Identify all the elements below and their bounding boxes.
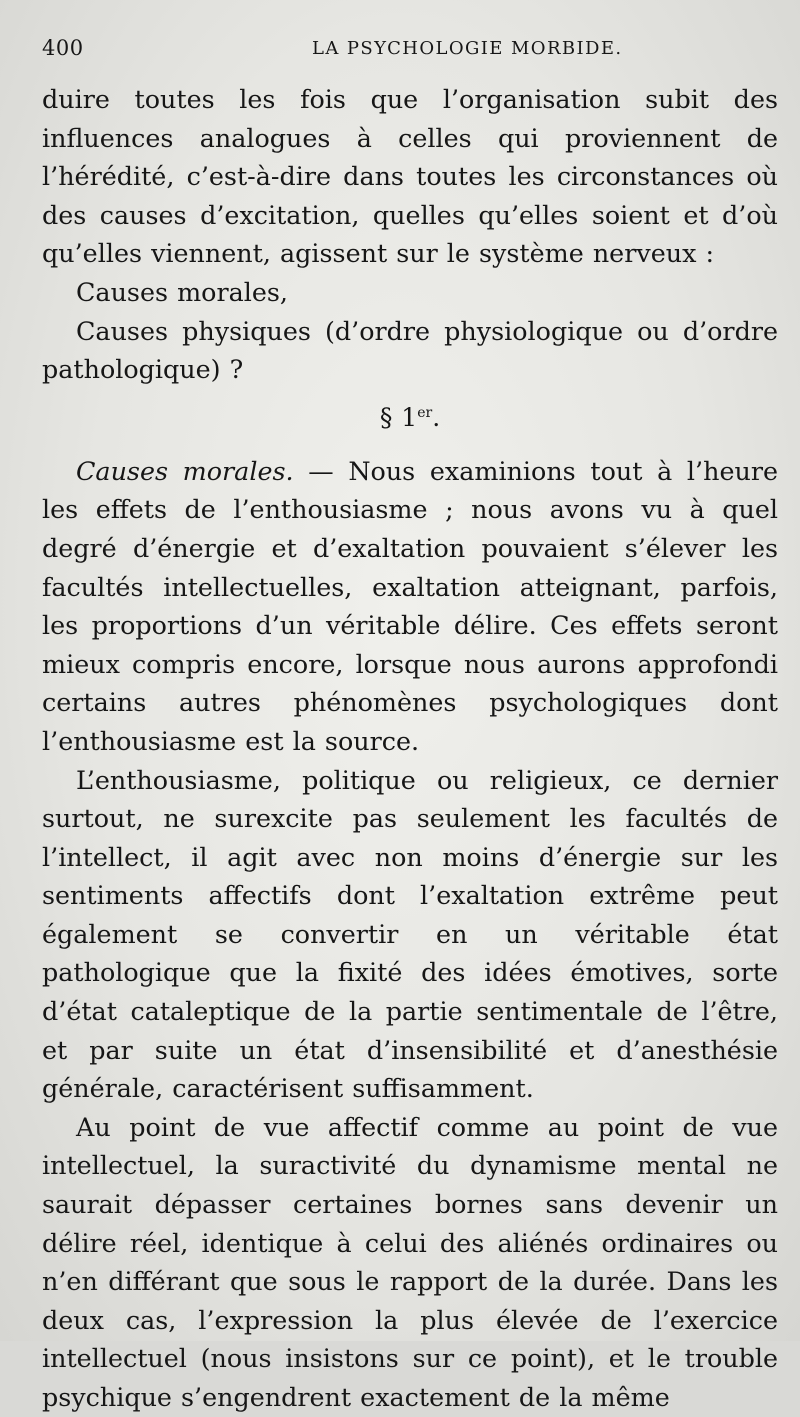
paragraph-causes-morales [42, 452, 778, 761]
running-title: LA PSYCHOLOGIE MORBIDE. [312, 38, 623, 59]
section-heading [42, 389, 778, 452]
page-number: 400 [42, 36, 84, 60]
intro-paragraph: duire toutes les fois que l’organisation subit des influences analogues à celles qui proviennent de l’hérédité, c’est-à-dire dans toutes les circonstances où des causes d’excitation, quelles qu’elles soient et d’où qu’elles viennent, agissent sur le système nerveux : [42, 84, 778, 269]
paragraph-lead-italic: Causes morales. [76, 455, 294, 486]
section-superscript: er [417, 404, 433, 421]
list-item-causes-physiques: Causes physiques (d’ordre physiologique ou d’ordre pathologique) ? [42, 315, 778, 385]
body-text [42, 80, 778, 1417]
page-header [42, 36, 770, 72]
paragraph-enthousiasme: L’enthousiasme, politique ou religieux, ce dernier surtout, ne surexcite pas seulement les facultés de l’intellect, il agit avec non moins d’énergie sur les sentiments affectifs dont l’exaltation extrême peut également se convertir en un véritable état pathologique que la fixité des idées émotives, sorte d’état cataleptique de la partie sentimentale de l’être, et par suite un état d’insensibilité et d’anesthésie générale, caractérisent suffisamment. [42, 764, 778, 1104]
paragraph-point-de-vue: Au point de vue affectif comme au point de vue intellectuel, la suractivité du dynamisme mental ne saurait dépasser certaines bornes sans devenir un délire réel, identique à celui des aliénés ordinaires ou n’en différant que sous le rapport de la durée. Dans les deux cas, l’expression la plus élevée de l’exercice intellectuel (nous insistons sur ce point), et le trouble psychique s’engendrent exactement de la même [42, 1111, 778, 1412]
section-symbol: § 1 [379, 402, 418, 432]
paragraph-causes-morales-text: — Nous examinions tout à l’heure les effets de l’enthousiasme ; nous avons vu à quel degré d’énergie et d’exaltation pouvaient s’élever les facultés intellectuelles, exaltation atteignant, parfois, les proportions d’un véritable délire. Ces effets seront mieux compris encore, lorsque nous aurons approfondi certains autres phénomènes psychologiques dont l’enthousiasme est la source. [42, 455, 779, 756]
list-item-causes-morales: Causes morales, [76, 276, 288, 307]
section-dot: . [432, 402, 441, 432]
